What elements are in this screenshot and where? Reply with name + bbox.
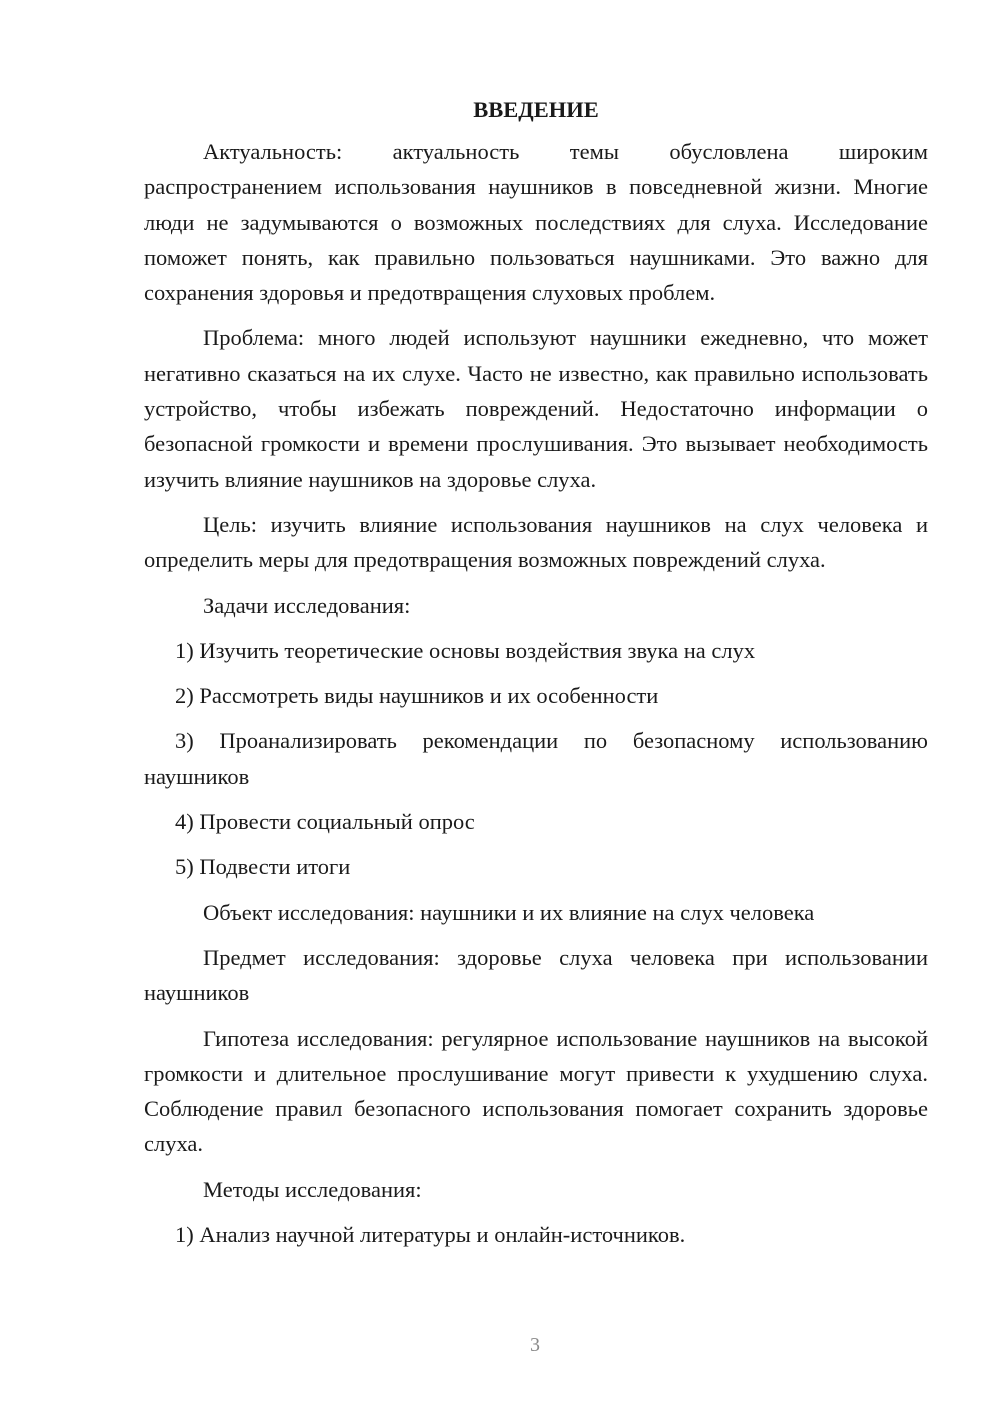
- subject-paragraph: Предмет исследования: здоровье слуха человека при использовании наушников: [144, 944, 928, 1006]
- goal-paragraph: Цель: изучить влияние использования наушников на слух человека и определить меры для предотвращения возможных повреждений слуха.: [144, 511, 928, 573]
- task-item-4: 4) Провести социальный опрос: [175, 809, 475, 835]
- method-item-1: 1) Анализ научной литературы и онлайн-источников.: [175, 1222, 686, 1248]
- relevance-paragraph: Актуальность: актуальность темы обусловлена широким распространением использования наушников в повседневной жизни. Многие люди не задумываются о возможных последствиях для слуха. Исследование поможет понять, как правильно пользоваться наушниками. Это важно для сохранения здоровья и предотвращения слуховых проблем.: [144, 139, 928, 306]
- task-item-3: 3) Проанализировать рекомендации по безопасному использованию наушников: [144, 728, 928, 789]
- document-body: [144, 92, 928, 1252]
- task-item-2: 2) Рассмотреть виды наушников и их особенности: [175, 683, 659, 709]
- methods-title: Методы исследования:: [203, 1176, 422, 1202]
- page-number: 3: [530, 1334, 540, 1356]
- task-item-1: 1) Изучить теоретические основы воздействия звука на слух: [175, 637, 756, 663]
- tasks-title: Задачи исследования:: [203, 592, 411, 618]
- section-heading: ВВЕДЕНИЕ: [473, 97, 599, 122]
- hypothesis-paragraph: Гипотеза исследования: регулярное использование наушников на высокой громкости и длительное прослушивание могут привести к ухудшению слуха. Соблюдение правил безопасного использования помогает сохранить здоровье слуха.: [144, 1025, 928, 1157]
- problem-paragraph: Проблема: много людей используют наушники ежедневно, что может негативно сказаться на их слухе. Часто не известно, как правильно использовать устройство, чтобы избежать повреждений. Недостаточно информации о безопасной громкости и времени прослушивания. Это вызывает необходимость изучить влияние наушников на здоровье слуха.: [144, 325, 928, 492]
- task-item-5: 5) Подвести итоги: [175, 854, 351, 880]
- object-paragraph: Объект исследования: наушники и их влияние на слух человека: [203, 899, 815, 925]
